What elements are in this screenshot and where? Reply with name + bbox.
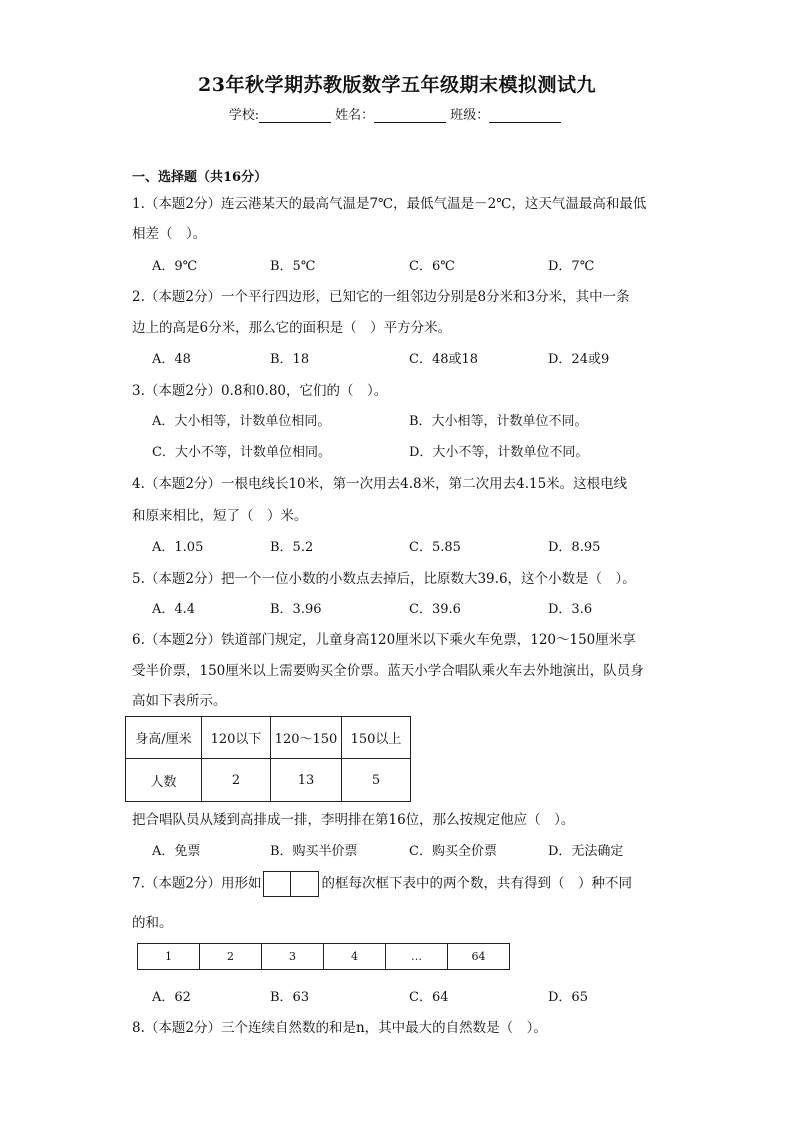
q6-option-b[interactable]: B．购买半价票 [270, 844, 358, 859]
height-table-cell: 2 [202, 759, 271, 802]
q1-option-b[interactable]: B．5℃ [270, 259, 316, 274]
q7-option-a[interactable]: A．62 [152, 990, 191, 1005]
height-table-header-cell: 120～150 [271, 717, 342, 759]
number-strip-cell: 1 [138, 944, 200, 970]
q2-text-line2: 边上的高是6分米，那么它的面积是（ ）平方分米。 [132, 320, 452, 336]
school-label: 学校: [228, 108, 260, 123]
height-table [125, 716, 411, 802]
q2-option-a[interactable]: A．48 [152, 352, 191, 367]
number-strip-cell: 3 [262, 944, 324, 970]
section-heading: 一、选择题（共16分） [132, 170, 268, 185]
number-strip-cell: 2 [200, 944, 262, 970]
q1-text-line2: 相差（ ）。 [132, 226, 207, 242]
height-table-cell: 5 [342, 759, 411, 802]
q7-text-line1 [132, 871, 632, 897]
q7-option-c[interactable]: C．64 [409, 990, 449, 1005]
q4-option-b[interactable]: B．5.2 [270, 540, 314, 555]
height-table-header-cell: 120以下 [202, 717, 271, 759]
q1-option-c[interactable]: C．6℃ [409, 259, 455, 274]
q6-text-line1: 6.（本题2分）铁道部门规定，儿童身高120厘米以下乘火车免票，120～150厘米享 [132, 632, 636, 648]
number-strip-row [138, 944, 510, 970]
q3-option-b[interactable]: B．大小相等，计数单位不同。 [409, 414, 588, 429]
number-strip-cell: 4 [324, 944, 386, 970]
q4-option-d[interactable]: D．8.95 [548, 540, 601, 555]
q2-text-line1: 2.（本题2分）一个平行四边形，已知它的一组邻边分别是8分米和3分米，其中一条 [132, 289, 630, 305]
class-label: 班级： [450, 108, 490, 123]
height-table-header-row [126, 717, 411, 759]
q4-option-a[interactable]: A．1.05 [152, 540, 204, 555]
q3-option-d[interactable]: D．大小不等，计数单位不同。 [409, 445, 589, 460]
q5-option-d[interactable]: D．3.6 [548, 602, 593, 617]
height-table-header-cell: 身高/厘米 [126, 717, 202, 759]
height-table-header-cell: 150以上 [342, 717, 411, 759]
q7-text-line2: 的和。 [132, 915, 173, 931]
number-strip-table [137, 943, 510, 970]
q6-text-line3: 高如下表所示。 [132, 693, 227, 709]
q4-text-line1: 4.（本题2分）一根电线长10米，第一次用去4.8米，第二次用去4.15米。这根电线 [132, 476, 628, 492]
q1-text-line1: 1.（本题2分）连云港某天的最高气温是7℃，最低气温是－2℃，这天气温最高和最低 [132, 196, 647, 212]
q7-text-before: 7.（本题2分）用形如 [132, 875, 262, 892]
q5-option-b[interactable]: B．3.96 [270, 602, 322, 617]
height-table-cell: 人数 [126, 759, 202, 802]
frame-divider [290, 872, 291, 896]
q2-option-d[interactable]: D．24或9 [548, 352, 610, 367]
number-strip-cell: … [386, 944, 448, 970]
height-table-cell: 13 [271, 759, 342, 802]
q4-text-line2: 和原来相比，短了（ ）米。 [132, 508, 308, 524]
name-blank[interactable] [374, 108, 446, 123]
q6-option-d[interactable]: D．无法确定 [548, 844, 624, 859]
q2-option-b[interactable]: B．18 [270, 352, 310, 367]
q1-option-d[interactable]: D．7℃ [548, 259, 595, 274]
q6-text-line2: 受半价票，150厘米以上需要购买全价票。蓝天小学合唱队乘火车去外地演出，队员身 [132, 663, 644, 679]
q6-option-a[interactable]: A．免票 [152, 844, 201, 859]
q5-text-line1: 5.（本题2分）把一个一位小数的小数点去掉后，比原数大39.6，这个小数是（ ）。 [132, 571, 636, 587]
height-table-data-row [126, 759, 411, 802]
student-info-line [0, 104, 794, 123]
q2-option-c[interactable]: C．48或18 [409, 352, 479, 367]
q7-option-b[interactable]: B．63 [270, 990, 310, 1005]
q3-option-c[interactable]: C．大小不等，计数单位相同。 [152, 445, 331, 460]
name-label: 姓名： [335, 108, 375, 123]
q7-text-after: 的框每次框下表中的两个数，共有得到（ ）种不同 [321, 875, 632, 892]
q5-option-a[interactable]: A．4.4 [152, 602, 196, 617]
q7-option-d[interactable]: D．65 [548, 990, 588, 1005]
class-blank[interactable] [489, 108, 561, 123]
school-blank[interactable] [259, 108, 331, 123]
q6-text-line4: 把合唱队员从矮到高排成一排，李明排在第16位，那么按规定他应（ ）。 [132, 812, 575, 828]
number-strip-cell: 64 [448, 944, 510, 970]
q8-text-line1: 8.（本题2分）三个连续自然数的和是n，其中最大的自然数是（ ）。 [132, 1020, 547, 1036]
two-cell-frame-icon [263, 871, 319, 897]
q3-option-a[interactable]: A．大小相等，计数单位相同。 [152, 414, 331, 429]
q4-option-c[interactable]: C．5.85 [409, 540, 461, 555]
q1-option-a[interactable]: A．9℃ [152, 259, 198, 274]
q6-option-c[interactable]: C．购买全价票 [409, 844, 497, 859]
q3-text-line1: 3.（本题2分）0.8和0.80，它们的（ ）。 [132, 383, 388, 399]
exam-title: 23年秋学期苏教版数学五年级期末模拟测试九 [198, 74, 596, 96]
q5-option-c[interactable]: C．39.6 [409, 602, 461, 617]
